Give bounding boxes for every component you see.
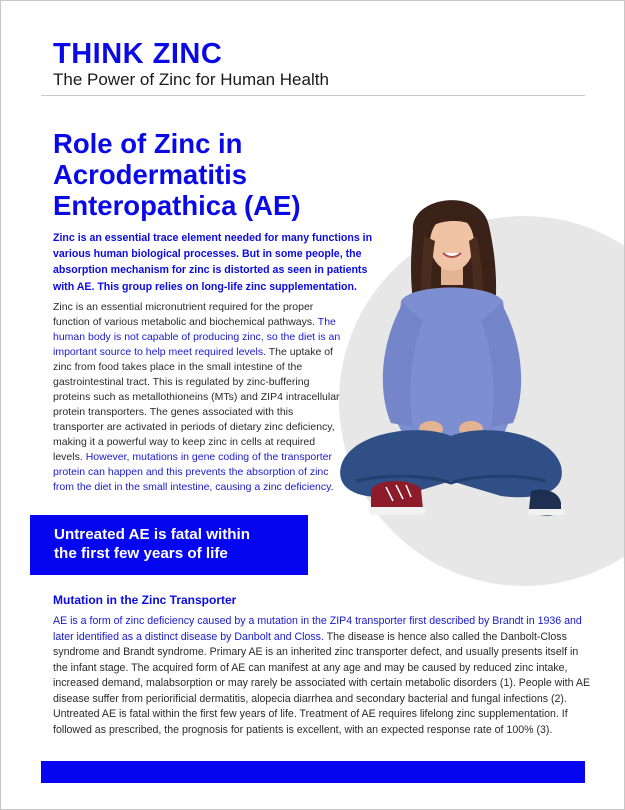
intro-paragraph: Zinc is an essential trace element needed for many functions in various human biological processes. But in some people, the absorption mechanism for zinc is distorted as seen in patients with AE. This group relies on long-life zinc supplementation. [53,232,373,293]
article-title [53,128,383,221]
body-text: The uptake of zinc from food takes place in the small intestine of the gastrointestinal tract. This is regulated by zinc-buffering proteins such as metallothioneins (MTs) and ZIP4 intracellular protein transporters. The genes associated with this transporter are activated in periods of dietary zinc deficiency, making it a powerful way to keep zinc in cells at required levels. [53,346,340,463]
callout-line: Untreated AE is fatal within [54,526,251,543]
header-divider [41,95,585,96]
highlighted-text: The human body is not capable of producing zinc, so the diet is an important source to help meet required levels. [53,316,341,358]
brand-title: THINK ZINC [53,38,223,70]
callout-box [30,515,308,575]
body-paragraph-mutation [53,614,593,738]
title-line: Enteropathica (AE) [53,190,301,221]
callout-line: the first few years of life [54,545,228,562]
highlighted-text: AE is a form of zinc deficiency caused by a mutation in the ZIP4 transporter first described by Brandt in 1936 and later identified as a distinct disease by Danbolt and Closs. [53,615,582,643]
title-line: Acrodermatitis [53,159,248,190]
title-line: Role of Zinc in [53,128,243,159]
body-text: Zinc is an essential micronutrient required for the proper function of various metabolic and biochemical pathways. [53,301,318,328]
body-text: The disease is hence also called the Danbolt-Closs syndrome and Brandt syndrome. Primary AE is an inherited zinc transporter defect, and usually presents itself in the infant stage. The acquired form of AE can manifest at any age and may be caused by reduced zinc intake, increased demand, malabsorption or may rarely be associated with certain metabolic disorders (1). People with AE disease suffer from periorificial dermatitis, alopecia diarrhea and secondary bacterial and fungal infections (2). Untreated AE is fatal within the first few years of life. Treatment of AE requires lifelong zinc supplementation. If followed as prescribed, the prognosis for patients is excellent, with an expected response rate of 100% (3). [53,630,591,736]
highlighted-text: However, mutations in gene coding of the transporter protein can happen and this prevents the absorption of zinc from the diet in the small intestine, causing a zinc deficiency. [53,451,334,493]
body-paragraph-zinc [53,300,343,495]
tagline: The Power of Zinc for Human Health [53,70,329,89]
footer-bar [41,761,585,783]
section-heading: Mutation in the Zinc Transporter [53,593,237,607]
callout-text [54,525,304,563]
